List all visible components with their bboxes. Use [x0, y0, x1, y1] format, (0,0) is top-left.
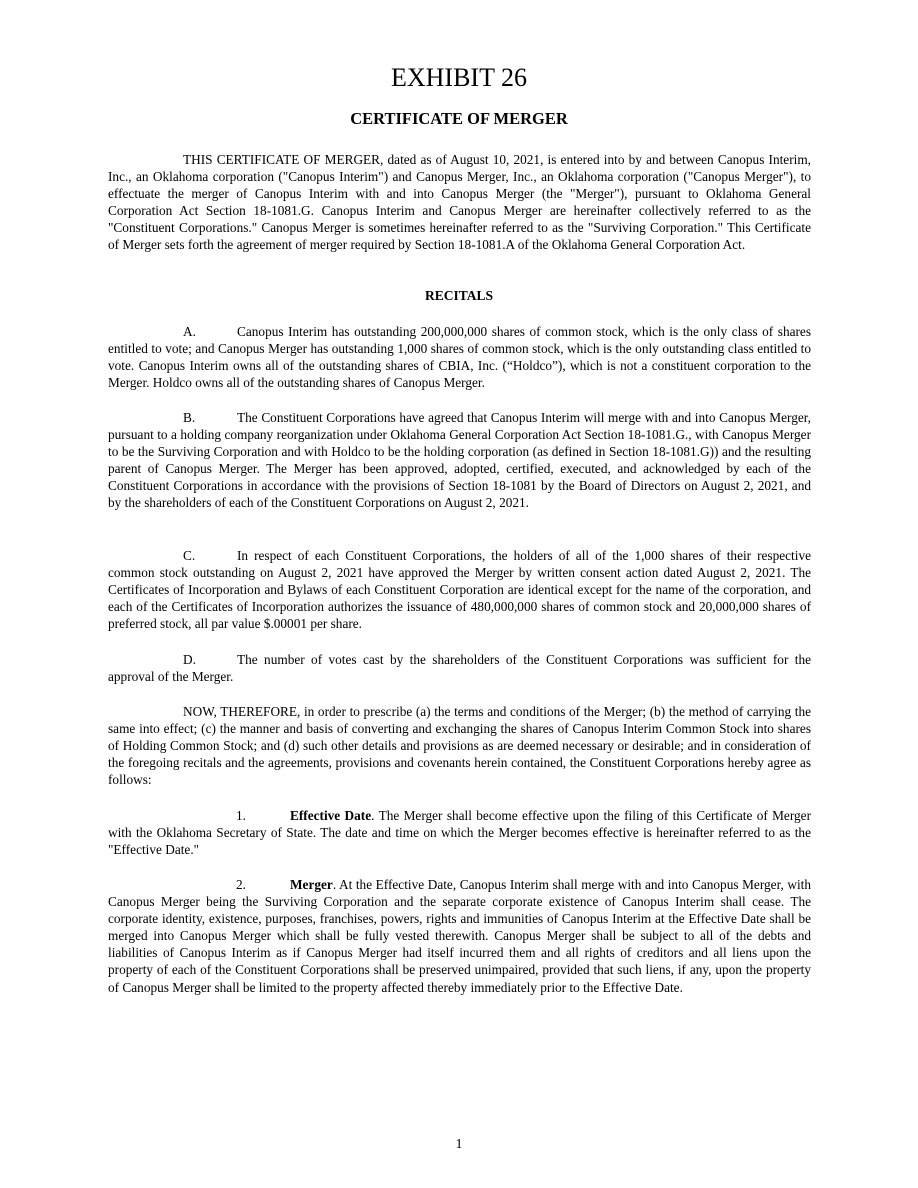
recital-text: The number of votes cast by the shareholders of the Constituent Corporations was sufficient for the approval of the Merger.	[108, 652, 811, 685]
section-2: 2. Merger. At the Effective Date, Canopus Interim shall merge with and into Canopus Merger, with Canopus Merger being the Surviving Corporation and the separate corporate existence of Canopus Interim shall cease. The corporate identity, existence, purposes, franchises, powers, rights and immunities of Canopus Interim at the Effective Date shall be merged into Canopus Merger which shall be fully vested therewith. Canopus Merger shall be subject to all of the debts and liabilities of Canopus Interim as if Canopus Merger had itself incurred them and all rights of creditors and all liens upon the property of each of the Constituent Corporations shall be preserved unimpaired, provided that such liens, if any, upon the property of Canopus Merger shall be limited to the property affected thereby immediately prior to the Effective Date.	[108, 877, 811, 995]
document-title: CERTIFICATE OF MERGER	[350, 109, 568, 128]
section-heading: Merger	[290, 877, 333, 892]
section-number: 2.	[236, 877, 246, 892]
recital-label: A.	[183, 324, 196, 339]
recital-label: B.	[183, 410, 196, 425]
recital-text: The Constituent Corporations have agreed that Canopus Interim will merge with and into Canopus Merger, pursuant to a holding company reorganization under Oklahoma General Corporation Act Section 18-1081.G., with Canopus Merger to be the Surviving Corporation and with Holdco to be the holding corporation (as defined in Section 18-1081.G)) and the resulting parent of Canopus Merger. The Merger has been approved, adopted, certified, executed, and acknowledged by each of the Constituent Corporations in accordance with the provisions of Section 18-1081 by the Board of Directors on August 2, 2021, and by the shareholders of each of the Constituent Corporations on August 2, 2021.	[108, 410, 811, 511]
section-text: At the Effective Date, Canopus Interim shall merge with and into Canopus Merger, with Canopus Merger being the Surviving Corporation and the separate corporate existence of Canopus Interim shall cease. The corporate identity, existence, purposes, franchises, powers, rights and immunities of Canopus Interim at the Effective Date shall be merged into Canopus Merger which shall be fully vested therewith. Canopus Merger shall be subject to all of the debts and liabilities of Canopus Interim as if Canopus Merger had itself incurred them and all rights of creditors and all liens upon the property of each of the Constituent Corporations shall be preserved unimpaired, provided that such liens, if any, upon the property of Canopus Merger shall be limited to the property affected thereby immediately prior to the Effective Date.	[108, 877, 811, 995]
section-text: The Merger shall become effective upon the filing of this Certificate of Merger with the Oklahoma Secretary of State. The date and time on which the Merger becomes effective is hereinafter referred to as the "Effective Date."	[108, 808, 812, 858]
intro-paragraph: THIS CERTIFICATE OF MERGER, dated as of August 10, 2021, is entered into by and between Canopus Interim, Inc., an Oklahoma corporation ("Canopus Interim") and Canopus Merger, Inc., an Oklahoma corporation ("Canopus Merger"), to effectuate the merger of Canopus Interim with and into Canopus Merger (the "Merger"), pursuant to Oklahoma General Corporation Act Section 18-1081.G. Canopus Interim and Canopus Merger are hereinafter collectively referred to as the "Constituent Corporations." Canopus Merger is sometimes hereinafter referred to as the "Surviving Corporation." This Certificate of Merger sets forth the agreement of merger required by Section 18-1081.A of the Oklahoma General Corporation Act.	[108, 152, 811, 253]
recital-d	[108, 651, 811, 685]
now-therefore-paragraph: NOW, THEREFORE, in order to prescribe (a) the terms and conditions of the Merger; (b) the method of carrying the same into effect; (c) the manner and basis of converting and exchanging the shares of Canopus Interim Common Stock into shares of Holding Common Stock; and (d) such other details and provisions as are deemed necessary or desirable; and in consideration of the foregoing recitals and the agreements, provisions and covenants herein contained, the Constituent Corporations hereby agree as follows:	[108, 704, 811, 788]
recital-label: C.	[183, 548, 196, 563]
recital-label: D.	[183, 652, 196, 667]
section-1: 1. Effective Date. The Merger shall become effective upon the filing of this Certificate of Merger with the Oklahoma Secretary of State. The date and time on which the Merger becomes effective is hereinafter referred to as the "Effective Date."	[108, 808, 812, 858]
recital-b	[108, 409, 811, 512]
recital-c	[108, 547, 811, 632]
exhibit-label: EXHIBIT 26	[390, 63, 527, 92]
recital-text: In respect of each Constituent Corporations, the holders of all of the 1,000 shares of their respective common stock outstanding on August 2, 2021 have approved the Merger by written consent action dated August 2, 2021. The Certificates of Incorporation and Bylaws of each Constituent Corporation are identical except for the name of the corporation, and each of the Certificates of Incorporation authorizes the issuance of 480,000,000 shares of common stock and 20,000,000 shares of preferred stock, all par value $.00001 per share.	[108, 548, 811, 632]
recitals-heading: RECITALS	[424, 288, 494, 303]
recital-text: Canopus Interim has outstanding 200,000,000 shares of common stock, which is the only class of shares entitled to vote; and Canopus Merger has outstanding 1,000 shares of common stock, which is the only outstanding class entitled to vote. Canopus Interim owns all of the outstanding shares of CBIA, Inc. (“Holdco”), which is not a constituent corporation to the Merger. Holdco owns all of the outstanding shares of Canopus Merger.	[108, 324, 811, 391]
section-number: 1.	[236, 808, 246, 823]
page-number: 1	[455, 1137, 463, 1152]
recital-a	[108, 323, 811, 391]
section-heading: Effective Date	[290, 808, 372, 823]
